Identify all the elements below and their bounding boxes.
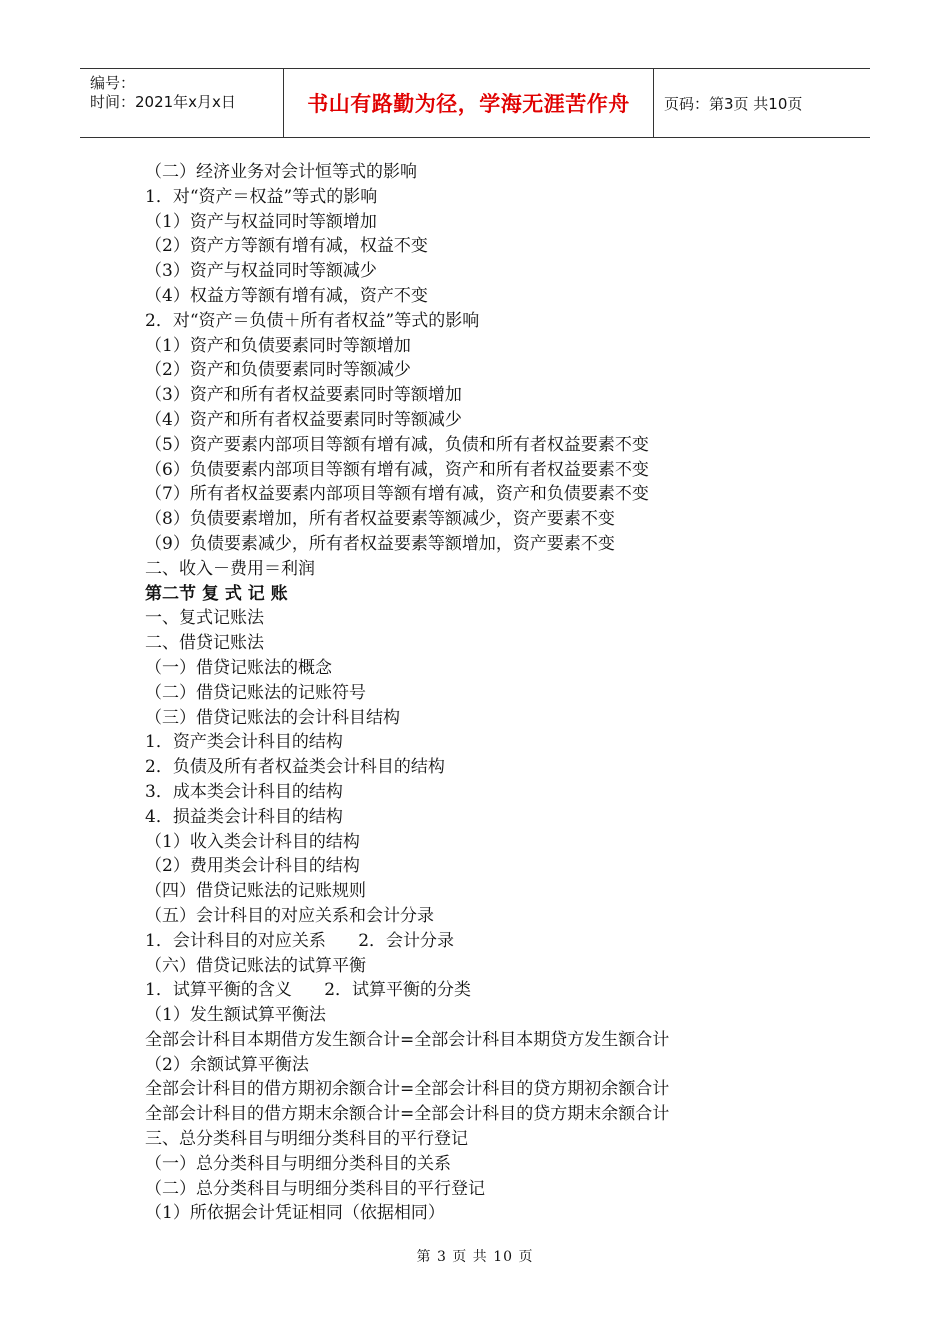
text-line: 1．会计科目的对应关系 2．会计分录 bbox=[145, 930, 455, 951]
text-line: （2）费用类会计科目的结构 bbox=[145, 856, 360, 877]
text-line: 1．对“资产＝权益”等式的影响 bbox=[145, 186, 378, 207]
header-page-info: 页码：第3页 共10页 bbox=[664, 94, 803, 113]
text-line: （四）借贷记账法的记账规则 bbox=[145, 881, 366, 902]
text-line: （2）资产和负债要素同时等额减少 bbox=[145, 360, 411, 381]
text-line: （二）总分类科目与明细分类科目的平行登记 bbox=[145, 1178, 485, 1199]
text-line: （2）资产方等额有增有减，权益不变 bbox=[145, 236, 428, 257]
text-line: （6）负债要素内部项目等额有增有减，资产和所有者权益要素不变 bbox=[145, 459, 649, 480]
text-line: （4）权益方等额有增有减，资产不变 bbox=[145, 285, 428, 306]
text-line: （1）资产和负债要素同时等额增加 bbox=[145, 335, 411, 356]
text-line: （3）资产和所有者权益要素同时等额增加 bbox=[145, 385, 462, 406]
header-page-cell bbox=[654, 69, 870, 137]
footer-page-number: 第 3 页 共 10 页 bbox=[416, 1249, 534, 1265]
text-line: （2）余额试算平衡法 bbox=[145, 1054, 309, 1075]
page-footer bbox=[0, 1246, 950, 1266]
text-line: 全部会计科目本期借方发生额合计=全部会计科目本期贷方发生额合计 bbox=[145, 1029, 670, 1050]
header-left-cell bbox=[80, 69, 284, 137]
document-date: 时间：2021年x月x日 bbox=[90, 93, 236, 111]
header-motto: 书山有路勤为径，学海无涯苦作舟 bbox=[307, 92, 630, 116]
text-line: 4．损益类会计科目的结构 bbox=[145, 806, 343, 827]
text-line: （1）所依据会计凭证相同（依据相同） bbox=[145, 1203, 445, 1224]
section-heading: 第二节 复 式 记 账 bbox=[145, 583, 288, 604]
text-line: 3．成本类会计科目的结构 bbox=[145, 781, 343, 802]
text-line: 2．对“资产＝负债＋所有者权益”等式的影响 bbox=[145, 310, 480, 331]
header-motto-cell bbox=[284, 69, 654, 137]
document-body bbox=[145, 160, 745, 1226]
text-line: 全部会计科目的借方期初余额合计=全部会计科目的贷方期初余额合计 bbox=[145, 1079, 670, 1100]
text-line: （5）资产要素内部项目等额有增有减，负债和所有者权益要素不变 bbox=[145, 434, 649, 455]
text-line: （1）收入类会计科目的结构 bbox=[145, 831, 360, 852]
text-line: （五）会计科目的对应关系和会计分录 bbox=[145, 905, 434, 926]
text-line: （二）借贷记账法的记账符号 bbox=[145, 682, 366, 703]
document-number-label: 编号： bbox=[90, 74, 136, 92]
text-line: （1）发生额试算平衡法 bbox=[145, 1005, 326, 1026]
text-line: （8）负债要素增加，所有者权益要素等额减少，资产要素不变 bbox=[145, 509, 615, 530]
text-line: （3）资产与权益同时等额减少 bbox=[145, 261, 377, 282]
text-line: （六）借贷记账法的试算平衡 bbox=[145, 955, 366, 976]
text-line: （一）借贷记账法的概念 bbox=[145, 657, 332, 678]
text-line: （1）资产与权益同时等额增加 bbox=[145, 211, 377, 232]
text-line: 二、借贷记账法 bbox=[145, 633, 264, 654]
text-line: （7）所有者权益要素内部项目等额有增有减，资产和负债要素不变 bbox=[145, 484, 649, 505]
text-line: （三）借贷记账法的会计科目结构 bbox=[145, 707, 400, 728]
text-line: 全部会计科目的借方期末余额合计=全部会计科目的贷方期末余额合计 bbox=[145, 1104, 670, 1125]
text-line: 三、总分类科目与明细分类科目的平行登记 bbox=[145, 1129, 468, 1150]
text-line: （二）经济业务对会计恒等式的影响 bbox=[145, 162, 417, 182]
page-header bbox=[80, 68, 870, 138]
text-line: 1．试算平衡的含义 2．试算平衡的分类 bbox=[145, 980, 472, 1001]
text-line: 二、收入－费用＝利润 bbox=[145, 558, 315, 579]
text-line: 2．负债及所有者权益类会计科目的结构 bbox=[145, 757, 445, 778]
text-line: （一）总分类科目与明细分类科目的关系 bbox=[145, 1153, 451, 1174]
text-line: （4）资产和所有者权益要素同时等额减少 bbox=[145, 409, 462, 430]
text-line: 一、复式记账法 bbox=[145, 608, 264, 629]
text-line: （9）负债要素减少，所有者权益要素等额增加，资产要素不变 bbox=[145, 533, 615, 554]
text-line: 1．资产类会计科目的结构 bbox=[145, 732, 343, 753]
